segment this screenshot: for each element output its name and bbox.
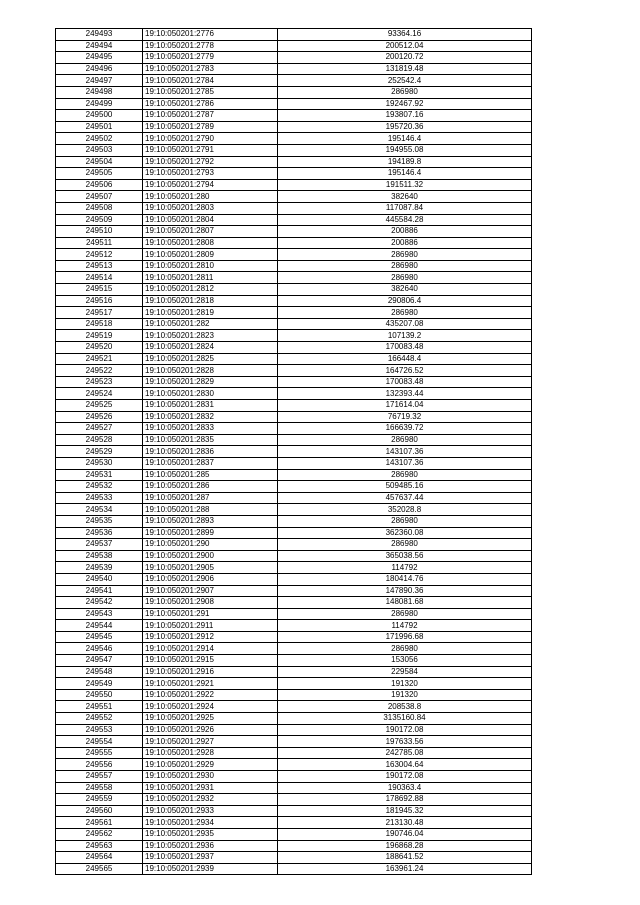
table-row	[56, 539, 532, 551]
row-number-cell: 249530	[56, 457, 143, 469]
table-row	[56, 133, 532, 145]
table-row	[56, 852, 532, 864]
value-cell: 132393.44	[278, 388, 532, 400]
value-cell: 382640	[278, 191, 532, 203]
cadastral-number-cell: 19:10:050201:2935	[143, 828, 278, 840]
table-row	[56, 330, 532, 342]
row-number-cell: 249546	[56, 643, 143, 655]
value-cell: 114792	[278, 562, 532, 574]
cadastral-number-cell: 19:10:050201:2908	[143, 597, 278, 609]
row-number-cell: 249564	[56, 852, 143, 864]
row-number-cell: 249495	[56, 52, 143, 64]
value-cell: 181945.32	[278, 805, 532, 817]
value-cell: 286980	[278, 469, 532, 481]
cadastral-number-cell: 19:10:050201:2790	[143, 133, 278, 145]
value-cell: 435207.08	[278, 318, 532, 330]
value-cell: 171996.68	[278, 631, 532, 643]
cadastral-number-cell: 19:10:050201:282	[143, 318, 278, 330]
row-number-cell: 249498	[56, 86, 143, 98]
table-row	[56, 434, 532, 446]
table-row	[56, 492, 532, 504]
cadastral-number-cell: 19:10:050201:2937	[143, 852, 278, 864]
row-number-cell: 249539	[56, 562, 143, 574]
table-row	[56, 678, 532, 690]
row-number-cell: 249536	[56, 527, 143, 539]
value-cell: 178692.88	[278, 794, 532, 806]
cadastral-number-cell: 19:10:050201:2934	[143, 817, 278, 829]
row-number-cell: 249522	[56, 365, 143, 377]
table-row	[56, 144, 532, 156]
row-number-cell: 249550	[56, 689, 143, 701]
cadastral-number-cell: 19:10:050201:2832	[143, 411, 278, 423]
cadastral-number-cell: 19:10:050201:2811	[143, 272, 278, 284]
table-row	[56, 631, 532, 643]
value-cell: 196868.28	[278, 840, 532, 852]
cadastral-number-cell: 19:10:050201:2833	[143, 423, 278, 435]
cadastral-number-cell: 19:10:050201:2818	[143, 295, 278, 307]
cadastral-number-cell: 19:10:050201:2926	[143, 724, 278, 736]
table-row	[56, 550, 532, 562]
cadastral-number-cell: 19:10:050201:2929	[143, 759, 278, 771]
table-row	[56, 620, 532, 632]
row-number-cell: 249549	[56, 678, 143, 690]
value-cell: 197633.56	[278, 736, 532, 748]
table-row	[56, 29, 532, 41]
cadastral-number-cell: 19:10:050201:2791	[143, 144, 278, 156]
value-cell: 208538.8	[278, 701, 532, 713]
cadastral-number-cell: 19:10:050201:2899	[143, 527, 278, 539]
value-cell: 286980	[278, 249, 532, 261]
value-cell: 143107.36	[278, 446, 532, 458]
cadastral-number-cell: 19:10:050201:287	[143, 492, 278, 504]
row-number-cell: 249545	[56, 631, 143, 643]
row-number-cell: 249531	[56, 469, 143, 481]
value-cell: 286980	[278, 307, 532, 319]
cadastral-number-cell: 19:10:050201:2939	[143, 863, 278, 875]
row-number-cell: 249510	[56, 226, 143, 238]
table-row	[56, 724, 532, 736]
table-row	[56, 805, 532, 817]
table-body	[56, 29, 532, 875]
value-cell: 170083.48	[278, 342, 532, 354]
cadastral-number-cell: 19:10:050201:2830	[143, 388, 278, 400]
cadastral-number-cell: 19:10:050201:280	[143, 191, 278, 203]
row-number-cell: 249538	[56, 550, 143, 562]
row-number-cell: 249500	[56, 110, 143, 122]
table-row	[56, 295, 532, 307]
value-cell: 163961.24	[278, 863, 532, 875]
value-cell: 93364.16	[278, 29, 532, 41]
table-row	[56, 40, 532, 52]
value-cell: 194189.8	[278, 156, 532, 168]
cadastral-number-cell: 19:10:050201:2823	[143, 330, 278, 342]
cadastral-number-cell: 19:10:050201:2793	[143, 168, 278, 180]
row-number-cell: 249555	[56, 747, 143, 759]
value-cell: 286980	[278, 86, 532, 98]
value-cell: 191320	[278, 678, 532, 690]
cadastral-number-cell: 19:10:050201:2835	[143, 434, 278, 446]
value-cell: 190172.08	[278, 724, 532, 736]
row-number-cell: 249518	[56, 318, 143, 330]
table-row	[56, 817, 532, 829]
row-number-cell: 249563	[56, 840, 143, 852]
cadastral-number-cell: 19:10:050201:2915	[143, 655, 278, 667]
row-number-cell: 249507	[56, 191, 143, 203]
cadastral-number-cell: 19:10:050201:2784	[143, 75, 278, 87]
cadastral-number-cell: 19:10:050201:2925	[143, 713, 278, 725]
row-number-cell: 249554	[56, 736, 143, 748]
cadastral-number-cell: 19:10:050201:2789	[143, 121, 278, 133]
table-row	[56, 573, 532, 585]
row-number-cell: 249560	[56, 805, 143, 817]
row-number-cell: 249516	[56, 295, 143, 307]
table-row	[56, 643, 532, 655]
value-cell: 191320	[278, 689, 532, 701]
value-cell: 131819.48	[278, 63, 532, 75]
row-number-cell: 249551	[56, 701, 143, 713]
table-row	[56, 214, 532, 226]
table-row	[56, 411, 532, 423]
cadastral-number-cell: 19:10:050201:2810	[143, 260, 278, 272]
cadastral-number-cell: 19:10:050201:2792	[143, 156, 278, 168]
table-row	[56, 713, 532, 725]
table-row	[56, 237, 532, 249]
cadastral-number-cell: 19:10:050201:2807	[143, 226, 278, 238]
table-row	[56, 504, 532, 516]
table-row	[56, 794, 532, 806]
cadastral-number-cell: 19:10:050201:2916	[143, 666, 278, 678]
cadastral-number-cell: 19:10:050201:2893	[143, 515, 278, 527]
cadastral-number-cell: 19:10:050201:2778	[143, 40, 278, 52]
row-number-cell: 249497	[56, 75, 143, 87]
cadastral-number-cell: 19:10:050201:2828	[143, 365, 278, 377]
table-row	[56, 63, 532, 75]
value-cell: 286980	[278, 434, 532, 446]
table-row	[56, 666, 532, 678]
cadastral-value-table	[55, 28, 532, 875]
value-cell: 242785.08	[278, 747, 532, 759]
value-cell: 153056	[278, 655, 532, 667]
table-row	[56, 75, 532, 87]
table-row	[56, 597, 532, 609]
table-row	[56, 457, 532, 469]
value-cell: 180414.76	[278, 573, 532, 585]
row-number-cell: 249529	[56, 446, 143, 458]
row-number-cell: 249513	[56, 260, 143, 272]
cadastral-number-cell: 19:10:050201:2905	[143, 562, 278, 574]
row-number-cell: 249509	[56, 214, 143, 226]
table-row	[56, 747, 532, 759]
cadastral-number-cell: 19:10:050201:285	[143, 469, 278, 481]
table-row	[56, 481, 532, 493]
row-number-cell: 249534	[56, 504, 143, 516]
table-row	[56, 249, 532, 261]
value-cell: 200886	[278, 237, 532, 249]
cadastral-number-cell: 19:10:050201:2808	[143, 237, 278, 249]
value-cell: 163004.64	[278, 759, 532, 771]
row-number-cell: 249508	[56, 202, 143, 214]
cadastral-number-cell: 19:10:050201:2804	[143, 214, 278, 226]
cadastral-number-cell: 19:10:050201:2931	[143, 782, 278, 794]
value-cell: 190746.04	[278, 828, 532, 840]
table-row	[56, 469, 532, 481]
row-number-cell: 249511	[56, 237, 143, 249]
table-row	[56, 840, 532, 852]
table-row	[56, 86, 532, 98]
table-row	[56, 701, 532, 713]
table-row	[56, 342, 532, 354]
value-cell: 365038.56	[278, 550, 532, 562]
value-cell: 190363.4	[278, 782, 532, 794]
value-cell: 382640	[278, 284, 532, 296]
row-number-cell: 249517	[56, 307, 143, 319]
row-number-cell: 249552	[56, 713, 143, 725]
cadastral-number-cell: 19:10:050201:2809	[143, 249, 278, 261]
cadastral-number-cell: 19:10:050201:2907	[143, 585, 278, 597]
table-row	[56, 655, 532, 667]
row-number-cell: 249557	[56, 771, 143, 783]
table-row	[56, 318, 532, 330]
row-number-cell: 249562	[56, 828, 143, 840]
cadastral-number-cell: 19:10:050201:2928	[143, 747, 278, 759]
table-row	[56, 365, 532, 377]
row-number-cell: 249559	[56, 794, 143, 806]
table-row	[56, 515, 532, 527]
table-row	[56, 353, 532, 365]
row-number-cell: 249521	[56, 353, 143, 365]
cadastral-number-cell: 19:10:050201:2825	[143, 353, 278, 365]
value-cell: 286980	[278, 643, 532, 655]
value-cell: 286980	[278, 272, 532, 284]
value-cell: 76719.32	[278, 411, 532, 423]
value-cell: 166639.72	[278, 423, 532, 435]
row-number-cell: 249496	[56, 63, 143, 75]
value-cell: 213130.48	[278, 817, 532, 829]
table-row	[56, 828, 532, 840]
table-row	[56, 307, 532, 319]
table-row	[56, 689, 532, 701]
table-row	[56, 191, 532, 203]
cadastral-number-cell: 19:10:050201:2912	[143, 631, 278, 643]
table-row	[56, 376, 532, 388]
table-row	[56, 400, 532, 412]
value-cell: 362360.08	[278, 527, 532, 539]
cadastral-number-cell: 19:10:050201:2921	[143, 678, 278, 690]
table-row	[56, 272, 532, 284]
row-number-cell: 249493	[56, 29, 143, 41]
cadastral-number-cell: 19:10:050201:2914	[143, 643, 278, 655]
table-row	[56, 179, 532, 191]
cadastral-number-cell: 19:10:050201:2924	[143, 701, 278, 713]
row-number-cell: 249547	[56, 655, 143, 667]
cadastral-number-cell: 19:10:050201:2819	[143, 307, 278, 319]
value-cell: 117087.84	[278, 202, 532, 214]
cadastral-number-cell: 19:10:050201:2786	[143, 98, 278, 110]
value-cell: 200120.72	[278, 52, 532, 64]
value-cell: 229584	[278, 666, 532, 678]
value-cell: 170083.48	[278, 376, 532, 388]
row-number-cell: 249541	[56, 585, 143, 597]
row-number-cell: 249565	[56, 863, 143, 875]
cadastral-number-cell: 19:10:050201:2900	[143, 550, 278, 562]
value-cell: 457637.44	[278, 492, 532, 504]
row-number-cell: 249512	[56, 249, 143, 261]
row-number-cell: 249524	[56, 388, 143, 400]
table-row	[56, 771, 532, 783]
table-row	[56, 388, 532, 400]
cadastral-number-cell: 19:10:050201:2824	[143, 342, 278, 354]
row-number-cell: 249535	[56, 515, 143, 527]
cadastral-number-cell: 19:10:050201:2779	[143, 52, 278, 64]
cadastral-number-cell: 19:10:050201:291	[143, 608, 278, 620]
cadastral-number-cell: 19:10:050201:2927	[143, 736, 278, 748]
value-cell: 190172.08	[278, 771, 532, 783]
value-cell: 147890.36	[278, 585, 532, 597]
row-number-cell: 249504	[56, 156, 143, 168]
row-number-cell: 249528	[56, 434, 143, 446]
cadastral-number-cell: 19:10:050201:2930	[143, 771, 278, 783]
row-number-cell: 249544	[56, 620, 143, 632]
table-row	[56, 608, 532, 620]
cadastral-number-cell: 19:10:050201:290	[143, 539, 278, 551]
row-number-cell: 249542	[56, 597, 143, 609]
cadastral-number-cell: 19:10:050201:2794	[143, 179, 278, 191]
table-row	[56, 446, 532, 458]
row-number-cell: 249503	[56, 144, 143, 156]
table-row	[56, 284, 532, 296]
cadastral-number-cell: 19:10:050201:2906	[143, 573, 278, 585]
table-row	[56, 585, 532, 597]
value-cell: 195720.36	[278, 121, 532, 133]
row-number-cell: 249540	[56, 573, 143, 585]
value-cell: 195146.4	[278, 168, 532, 180]
value-cell: 286980	[278, 515, 532, 527]
row-number-cell: 249561	[56, 817, 143, 829]
cadastral-number-cell: 19:10:050201:2776	[143, 29, 278, 41]
row-number-cell: 249505	[56, 168, 143, 180]
value-cell: 352028.8	[278, 504, 532, 516]
value-cell: 286980	[278, 608, 532, 620]
value-cell: 286980	[278, 539, 532, 551]
table-row	[56, 260, 532, 272]
cadastral-number-cell: 19:10:050201:286	[143, 481, 278, 493]
table-row	[56, 527, 532, 539]
table-row	[56, 736, 532, 748]
row-number-cell: 249499	[56, 98, 143, 110]
row-number-cell: 249556	[56, 759, 143, 771]
value-cell: 200512.04	[278, 40, 532, 52]
cadastral-number-cell: 19:10:050201:2812	[143, 284, 278, 296]
table-row	[56, 156, 532, 168]
table-row	[56, 226, 532, 238]
value-cell: 148081.68	[278, 597, 532, 609]
cadastral-number-cell: 19:10:050201:2933	[143, 805, 278, 817]
row-number-cell: 249525	[56, 400, 143, 412]
cadastral-number-cell: 19:10:050201:2932	[143, 794, 278, 806]
row-number-cell: 249523	[56, 376, 143, 388]
cadastral-number-cell: 19:10:050201:2836	[143, 446, 278, 458]
value-cell: 114792	[278, 620, 532, 632]
row-number-cell: 249514	[56, 272, 143, 284]
value-cell: 166448.4	[278, 353, 532, 365]
row-number-cell: 249533	[56, 492, 143, 504]
table-row	[56, 52, 532, 64]
cadastral-number-cell: 19:10:050201:2831	[143, 400, 278, 412]
table-row	[56, 98, 532, 110]
value-cell: 192467.92	[278, 98, 532, 110]
cadastral-number-cell: 19:10:050201:2911	[143, 620, 278, 632]
value-cell: 290806.4	[278, 295, 532, 307]
value-cell: 171614.04	[278, 400, 532, 412]
value-cell: 252542.4	[278, 75, 532, 87]
cadastral-number-cell: 19:10:050201:2936	[143, 840, 278, 852]
value-cell: 143107.36	[278, 457, 532, 469]
table-row	[56, 863, 532, 875]
table-row	[56, 110, 532, 122]
value-cell: 509485.16	[278, 481, 532, 493]
row-number-cell: 249553	[56, 724, 143, 736]
cadastral-number-cell: 19:10:050201:2785	[143, 86, 278, 98]
row-number-cell: 249527	[56, 423, 143, 435]
table-row	[56, 423, 532, 435]
value-cell: 193807.16	[278, 110, 532, 122]
row-number-cell: 249519	[56, 330, 143, 342]
row-number-cell: 249548	[56, 666, 143, 678]
table-row	[56, 562, 532, 574]
value-cell: 3135160.84	[278, 713, 532, 725]
row-number-cell: 249501	[56, 121, 143, 133]
cadastral-number-cell: 19:10:050201:2837	[143, 457, 278, 469]
table-row	[56, 168, 532, 180]
value-cell: 194955.08	[278, 144, 532, 156]
row-number-cell: 249506	[56, 179, 143, 191]
value-cell: 195146.4	[278, 133, 532, 145]
row-number-cell: 249520	[56, 342, 143, 354]
row-number-cell: 249502	[56, 133, 143, 145]
cadastral-number-cell: 19:10:050201:2803	[143, 202, 278, 214]
row-number-cell: 249494	[56, 40, 143, 52]
row-number-cell: 249526	[56, 411, 143, 423]
value-cell: 107139.2	[278, 330, 532, 342]
value-cell: 188641.52	[278, 852, 532, 864]
table-row	[56, 202, 532, 214]
value-cell: 191511.32	[278, 179, 532, 191]
cadastral-number-cell: 19:10:050201:2787	[143, 110, 278, 122]
value-cell: 164726.52	[278, 365, 532, 377]
row-number-cell: 249515	[56, 284, 143, 296]
value-cell: 286980	[278, 260, 532, 272]
table-row	[56, 759, 532, 771]
row-number-cell: 249558	[56, 782, 143, 794]
row-number-cell: 249532	[56, 481, 143, 493]
table-row	[56, 782, 532, 794]
row-number-cell: 249543	[56, 608, 143, 620]
cadastral-number-cell: 19:10:050201:2829	[143, 376, 278, 388]
cadastral-number-cell: 19:10:050201:2922	[143, 689, 278, 701]
table-row	[56, 121, 532, 133]
cadastral-number-cell: 19:10:050201:2783	[143, 63, 278, 75]
row-number-cell: 249537	[56, 539, 143, 551]
value-cell: 200886	[278, 226, 532, 238]
value-cell: 445584.28	[278, 214, 532, 226]
cadastral-number-cell: 19:10:050201:288	[143, 504, 278, 516]
